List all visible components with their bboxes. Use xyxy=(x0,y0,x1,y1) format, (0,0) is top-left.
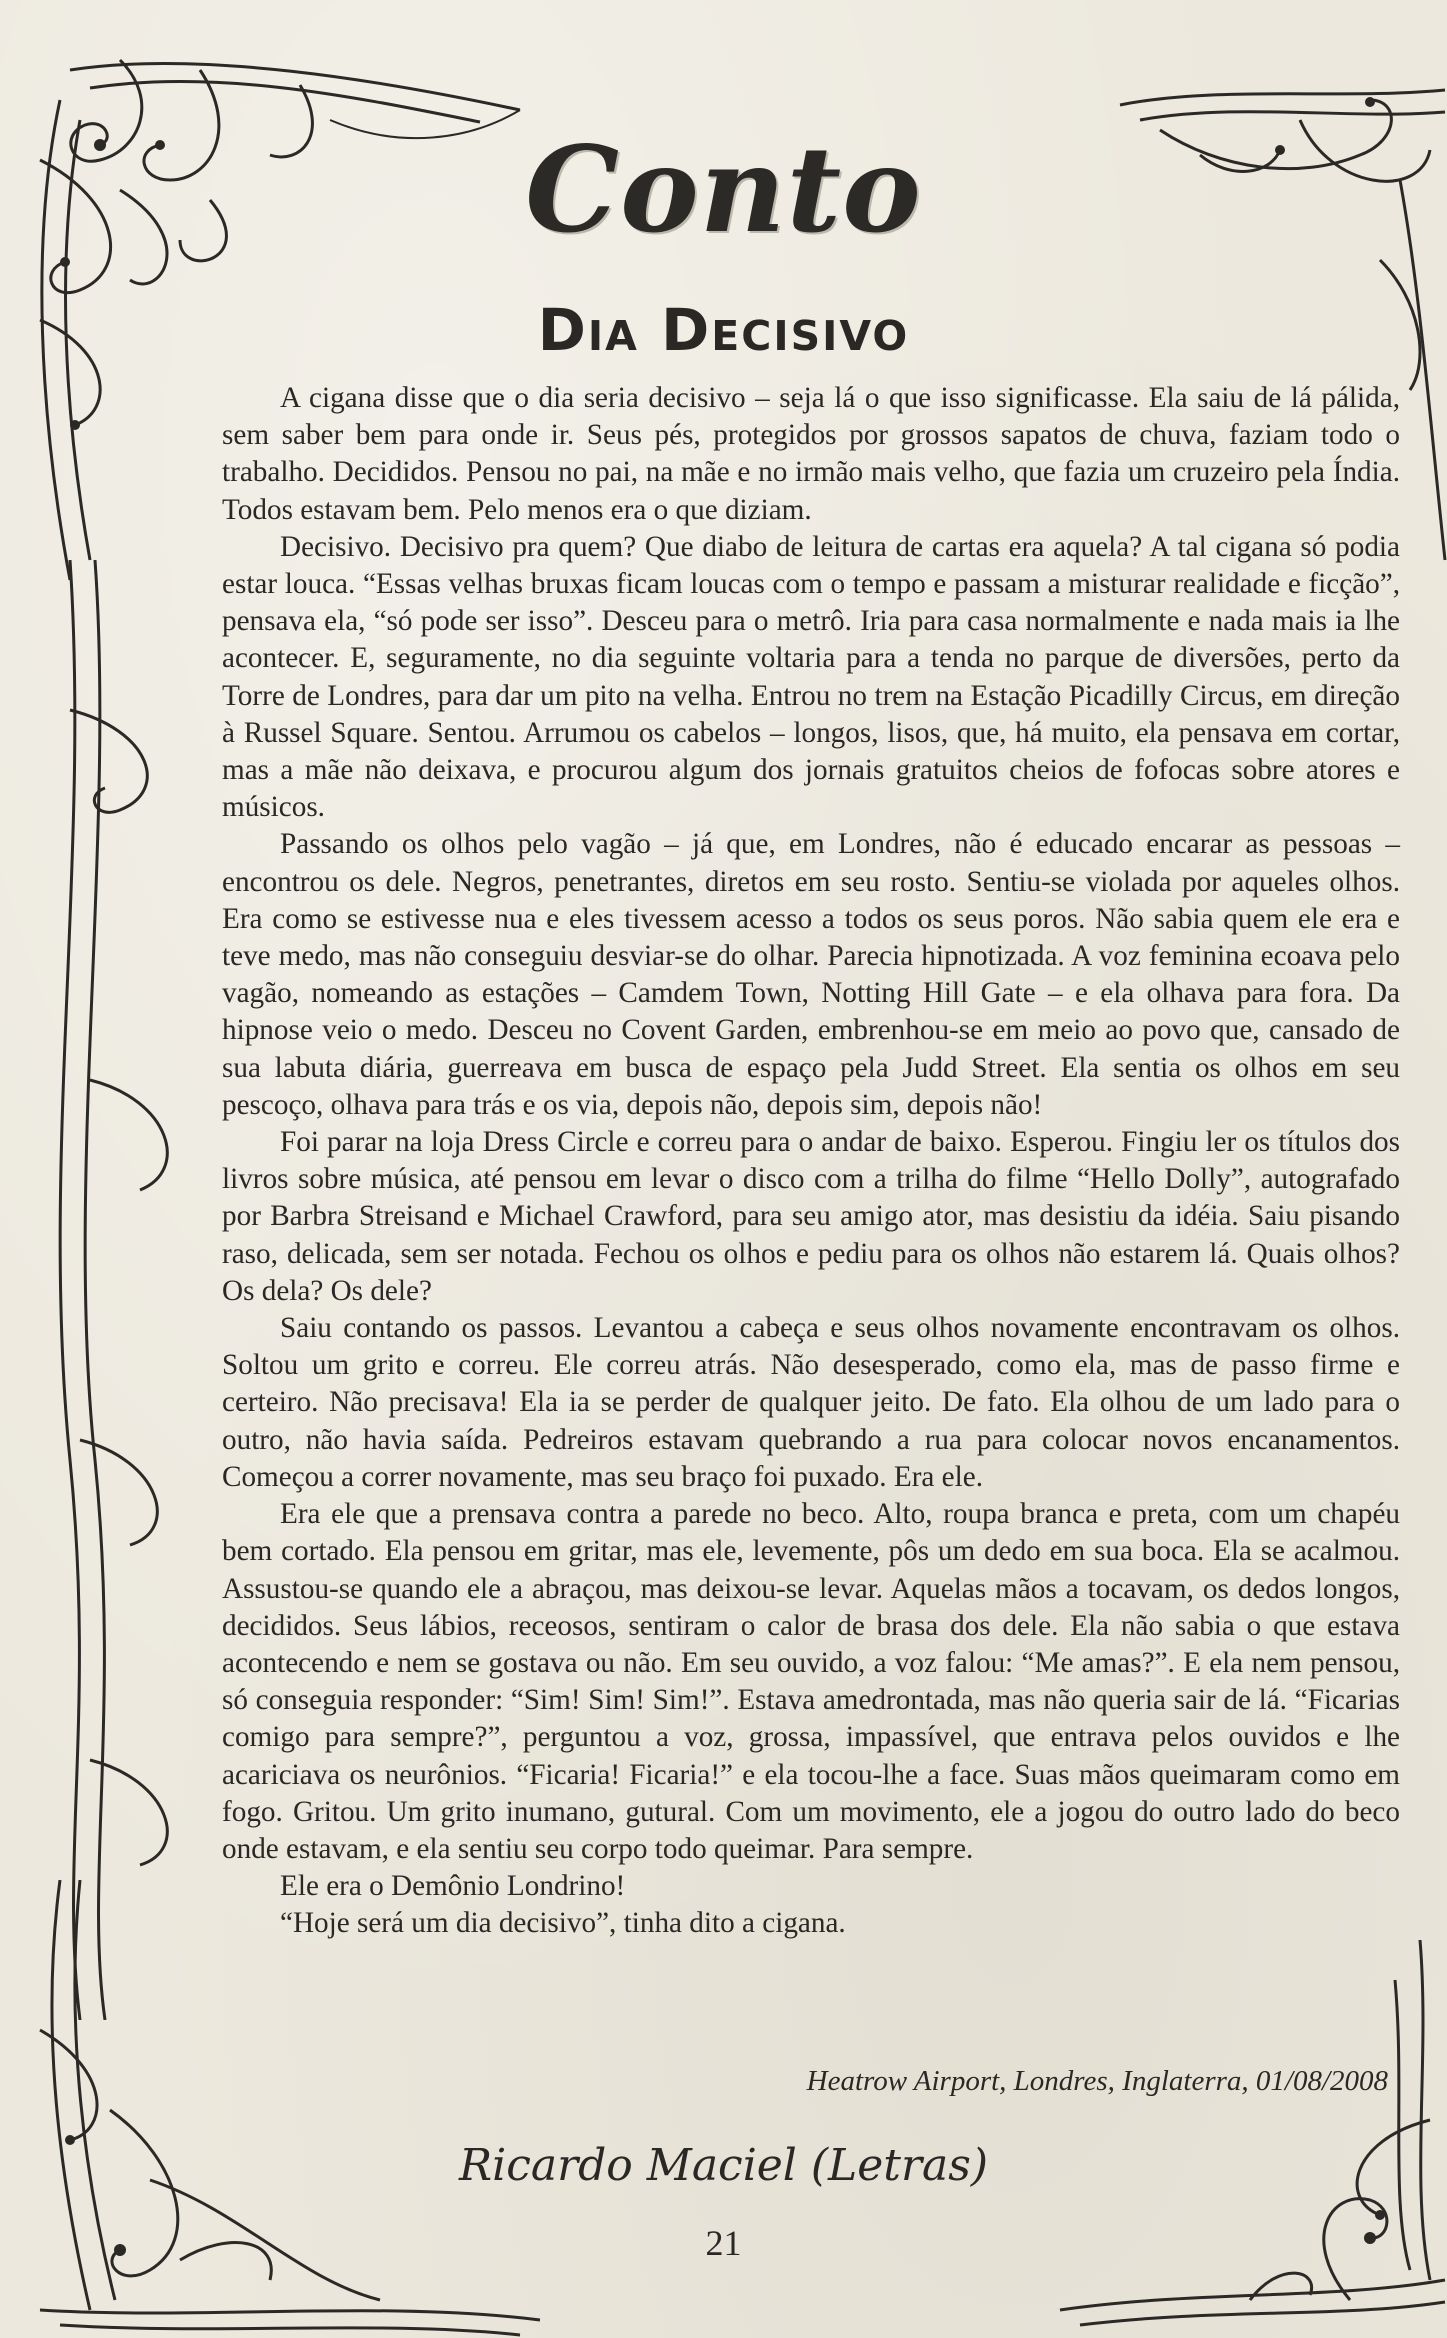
bottom-left-ornament xyxy=(0,1880,560,2338)
page-number: 21 xyxy=(705,2223,742,2263)
bottom-right-ornament xyxy=(1050,1940,1447,2338)
story-paragraph: A cigana disse que o dia seria decisivo – seja lá o que isso significasse. Ela saiu de lá pálida, sem saber bem para onde ir. Seus pés, protegidos por grossos sapatos de chuva, faziam todo o trabalho. Decididos. Pensou no pai, na mãe e no irmão mais velho, que fazia um cruzeiro pela Índia. Todos estavam bem. Pelo menos era o que diziam. xyxy=(222,382,1400,526)
story-paragraph: Decisivo. Decisivo pra quem? Que diabo de leitura de cartas era aquela? A tal cigana só podia estar louca. “Essas velhas bruxas ficam loucas com o tempo e passam a misturar realidade e ficção”, pensava ela, “só pode ser isso”. Desceu para o metrô. Iria para casa normalmente e nada mais ia lhe acontecer. E, seguramente, no dia seguinte voltaria para a tenda no parque de diversões, perto da Torre de Londres, para dar um pito na velha. Entrou no trem na Estação Picadilly Circus, em direção à Russel Square. Sentou. Arrumou os cabelos – longos, lisos, que, há muito, ela pensava em cortar, mas a mãe não deixava, e procurou algum dos jornais gratuitos cheios de fofocas sobre atores e músicos. xyxy=(222,530,1400,824)
story-paragraph: Foi parar na loja Dress Circle e correu para o andar de baixo. Esperou. Fingiu ler os títulos dos livros sobre música, até pensou em levar o disco com a trilha do filme “Hello Dolly”, autografado por Barbra Streisand e Michael Crawford, para seu amigo ator, mas desistiu da idéia. Saiu pisando raso, delicada, sem ser notada. Fechou os olhos e pediu para os olhos não estarem lá. Quais olhos? Os dela? Os dele? xyxy=(222,1126,1400,1307)
story-paragraph: Saiu contando os passos. Levantou a cabeça e seus olhos novamente encontravam os olhos. Soltou um grito e correu. Ele correu atrás. Não desesperado, como ela, mas de passo firme e certeiro. Não precisava! Ela ia se perder de qualquer jeito. De fato. Ela olhou de um lado para o outro, não havia saída. Pedreiros estavam quebrando a rua para colocar novos encanamentos. Começou a correr novamente, mas seu braço foi puxado. Era ele. xyxy=(222,1312,1400,1493)
story-paragraph: Ele era o Demônio Londrino! xyxy=(280,1870,626,1903)
story-body xyxy=(222,380,1400,1943)
author-signature: Ricardo Maciel (Letras) xyxy=(459,2140,988,2191)
left-border-ornament xyxy=(0,560,240,2020)
story-title: Dia Decisivo xyxy=(537,296,910,364)
place-date: Heatrow Airport, Londres, Inglaterra, 01/08/2008 xyxy=(806,2065,1388,2097)
story-paragraph: Passando os olhos pelo vagão – já que, em Londres, não é educado encarar as pessoas – encontrou os dele. Negros, penetrantes, diretos em seu rosto. Sentiu-se violada por aqueles olhos. Era como se estivesse nua e eles tivessem acesso a todos os seus poros. Não sabia quem ele era e teve medo, mas não conseguiu desviar-se do olhar. Parecia hipnotizada. A voz feminina ecoava pelo vagão, nomeando as estações – Camdem Town, Notting Hill Gate – e ela olhava para fora. Da hipnose veio o medo. Desceu no Covent Garden, embrenhou-se em meio ao povo que, cansado de sua labuta diária, guerreava em busca de espaço pela Judd Street. Ela sentia os olhos em seu pescoço, olhava para trás e os via, depois não, depois sim, depois não! xyxy=(222,828,1400,1121)
story-paragraph: Era ele que a prensava contra a parede no beco. Alto, roupa branca e preta, com um chapéu bem cortado. Ela pensou em gritar, mas ele, levemente, pôs um dedo em sua boca. Ela se acalmou. Assustou-se quando ele a abraçou, mas deixou-se levar. Aquelas mãos a tocavam, os dedos longos, decididos. Seus lábios, receosos, sentiram o calor de brasa dos dele. Ela não sabia o que estava acontecendo e nem se gostava ou não. Em seu ouvido, a voz falou: “Me amas?”. E ela nem pensou, só conseguia responder: “Sim! Sim! Sim!”. Estava amedrontada, mas não queria sair de lá. “Ficarias comigo para sempre?”, perguntou a voz, grossa, impassível, que entrava pelos ouvidos e lhe acariciava os neurônios. “Ficaria! Ficaria!” e ela tocou-lhe a face. Suas mãos queimaram como em fogo. Gritou. Um grito inumano, gutural. Com um movimento, ele a jogou do outro lado do beco onde estavam, e ela sentiu seu corpo todo queimar. Para sempre. xyxy=(222,1498,1400,1865)
story-paragraph: “Hoje será um dia decisivo”, tinha dito a cigana. xyxy=(280,1907,846,1940)
section-heading: Conto xyxy=(525,120,922,259)
